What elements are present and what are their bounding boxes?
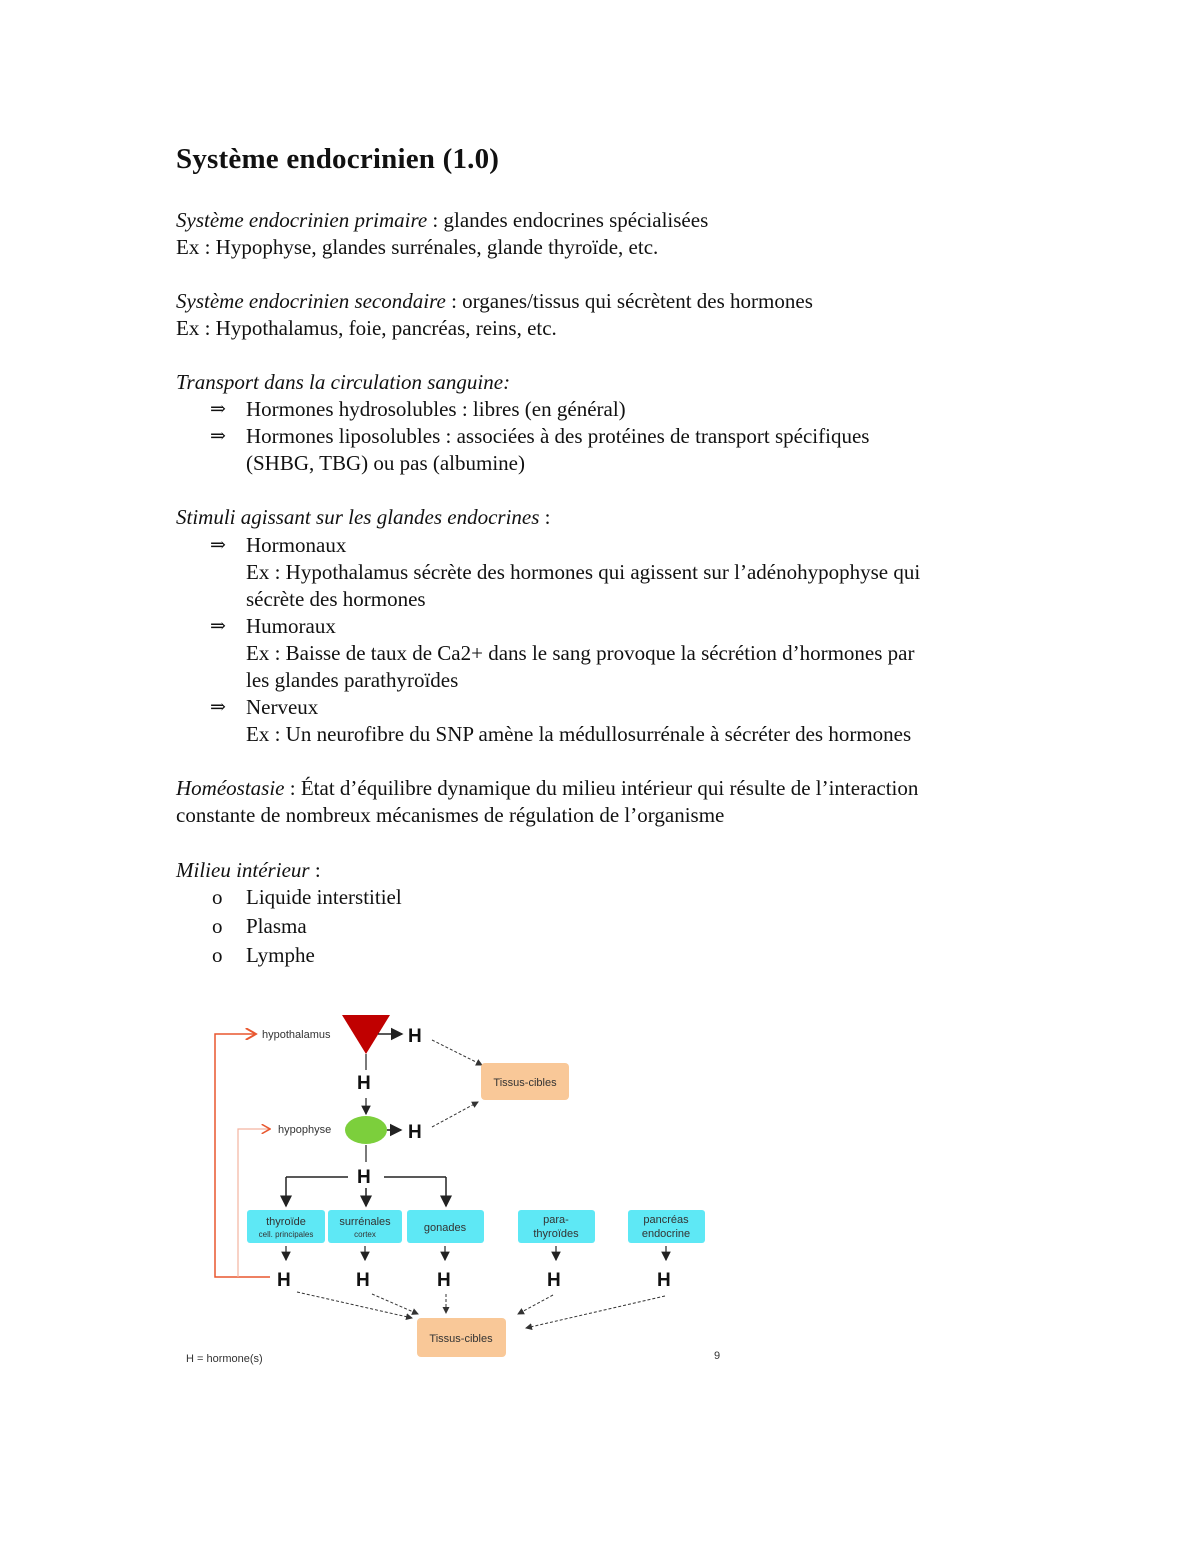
hormone-label: H bbox=[277, 1270, 291, 1291]
parathyroides-sublabel: thyroïdes bbox=[533, 1228, 579, 1240]
surrenales-sublabel: cortex bbox=[354, 1230, 376, 1239]
hormone-label: H bbox=[657, 1270, 671, 1291]
milieu-colon: : bbox=[309, 858, 321, 882]
primary-def: : glandes endocrines spécialisées bbox=[427, 208, 709, 232]
list-bullet: o bbox=[212, 885, 223, 909]
transport-item-2-cont: (SHBG, TBG) ou pas (albumine) bbox=[246, 451, 525, 475]
stimuli-hormonaux-ex: Ex : Hypothalamus sécrète des hormones qui agissent sur l’adénohypophyse qui bbox=[246, 560, 921, 584]
hypophyse-ellipse bbox=[345, 1116, 387, 1144]
dashed-arrow bbox=[518, 1295, 553, 1314]
stimuli-hormonaux: Hormonaux bbox=[246, 533, 347, 557]
dashed-arrow bbox=[372, 1294, 418, 1314]
gonades-label: gonades bbox=[423, 1222, 467, 1234]
stimuli-hormonaux-ex-cont: sécrète des hormones bbox=[246, 587, 426, 611]
homeostasie-definition bbox=[176, 775, 918, 802]
pancreas-sublabel: endocrine bbox=[641, 1228, 691, 1240]
list-bullet: o bbox=[212, 943, 223, 967]
arrow-bullet: ⇒ bbox=[210, 426, 226, 447]
parathyroides-label: para- bbox=[543, 1214, 569, 1226]
hormone-label: H bbox=[408, 1122, 422, 1143]
hormone-label: H bbox=[437, 1270, 451, 1291]
homeostasie-term: Homéostasie bbox=[176, 776, 285, 800]
primary-term: Système endocrinien primaire bbox=[176, 208, 428, 232]
diagram-page-number: 9 bbox=[714, 1350, 721, 1362]
hypothalamus-label: hypothalamus bbox=[262, 1029, 331, 1041]
stimuli-nerveux: Nerveux bbox=[246, 695, 319, 719]
list-bullet: o bbox=[212, 914, 223, 938]
dashed-arrow bbox=[297, 1292, 412, 1318]
target-tissues-label: Tissus-cibles bbox=[493, 1077, 557, 1089]
secondary-def: : organes/tissus qui sécrètent des hormones bbox=[445, 289, 813, 313]
dashed-arrow bbox=[526, 1296, 665, 1328]
stimuli-heading-line bbox=[176, 504, 551, 531]
transport-heading: Transport dans la circulation sanguine: bbox=[176, 370, 511, 394]
diagram-legend: H = hormone(s) bbox=[186, 1353, 263, 1365]
arrow-bullet: ⇒ bbox=[210, 697, 226, 718]
endocrine-diagram bbox=[180, 1005, 740, 1375]
stimuli-humoraux-ex-cont: les glandes parathyroïdes bbox=[246, 668, 459, 692]
dashed-arrow bbox=[432, 1102, 478, 1127]
dashed-arrow bbox=[432, 1040, 482, 1065]
milieu-heading-line bbox=[176, 857, 321, 884]
hormone-label: H bbox=[547, 1270, 561, 1291]
milieu-item: Liquide interstitiel bbox=[246, 885, 402, 909]
secondary-definition bbox=[176, 288, 813, 315]
target-tissues-label: Tissus-cibles bbox=[429, 1333, 493, 1345]
hypophyse-label: hypophyse bbox=[278, 1124, 332, 1136]
thyroide-label: thyroïde bbox=[266, 1216, 306, 1228]
stimuli-heading: Stimuli agissant sur les glandes endocrines bbox=[176, 505, 540, 529]
stimuli-humoraux-ex: Ex : Baisse de taux de Ca2+ dans le sang provoque la sécrétion d’hormones par bbox=[246, 641, 915, 665]
arrow-bullet: ⇒ bbox=[210, 535, 226, 556]
homeostasie-def: : État d’équilibre dynamique du milieu intérieur qui résulte de l’interaction bbox=[284, 776, 919, 800]
hormone-label: H bbox=[408, 1026, 422, 1047]
hormone-label: H bbox=[356, 1270, 370, 1291]
homeostasie-def-cont: constante de nombreux mécanismes de régulation de l’organisme bbox=[176, 803, 725, 827]
feedback-line bbox=[238, 1129, 270, 1277]
stimuli-colon: : bbox=[539, 505, 551, 529]
secondary-example: Ex : Hypothalamus, foie, pancréas, reins, etc. bbox=[176, 316, 557, 340]
primary-definition bbox=[176, 207, 708, 234]
milieu-item: Lymphe bbox=[246, 943, 315, 967]
secondary-term: Système endocrinien secondaire bbox=[176, 289, 446, 313]
milieu-item: Plasma bbox=[246, 914, 307, 938]
arrow-bullet: ⇒ bbox=[210, 616, 226, 637]
transport-item-2: Hormones liposolubles : associées à des protéines de transport spécifiques bbox=[246, 424, 870, 448]
thyroide-sublabel: cell. principales bbox=[258, 1230, 314, 1239]
primary-example: Ex : Hypophyse, glandes surrénales, glande thyroïde, etc. bbox=[176, 235, 659, 259]
milieu-heading: Milieu intérieur bbox=[176, 858, 310, 882]
stimuli-nerveux-ex: Ex : Un neurofibre du SNP amène la médullosurrénale à sécréter des hormones bbox=[246, 722, 912, 746]
surrenales-label: surrénales bbox=[339, 1216, 391, 1228]
pancreas-label: pancréas bbox=[643, 1214, 689, 1226]
hormone-label: H bbox=[357, 1073, 371, 1094]
hormone-label: H bbox=[357, 1167, 371, 1188]
arrow-bullet: ⇒ bbox=[210, 399, 226, 420]
stimuli-humoraux: Humoraux bbox=[246, 614, 336, 638]
transport-item-1: Hormones hydrosolubles : libres (en général) bbox=[246, 397, 626, 421]
page-title: Système endocrinien (1.0) bbox=[176, 143, 500, 175]
